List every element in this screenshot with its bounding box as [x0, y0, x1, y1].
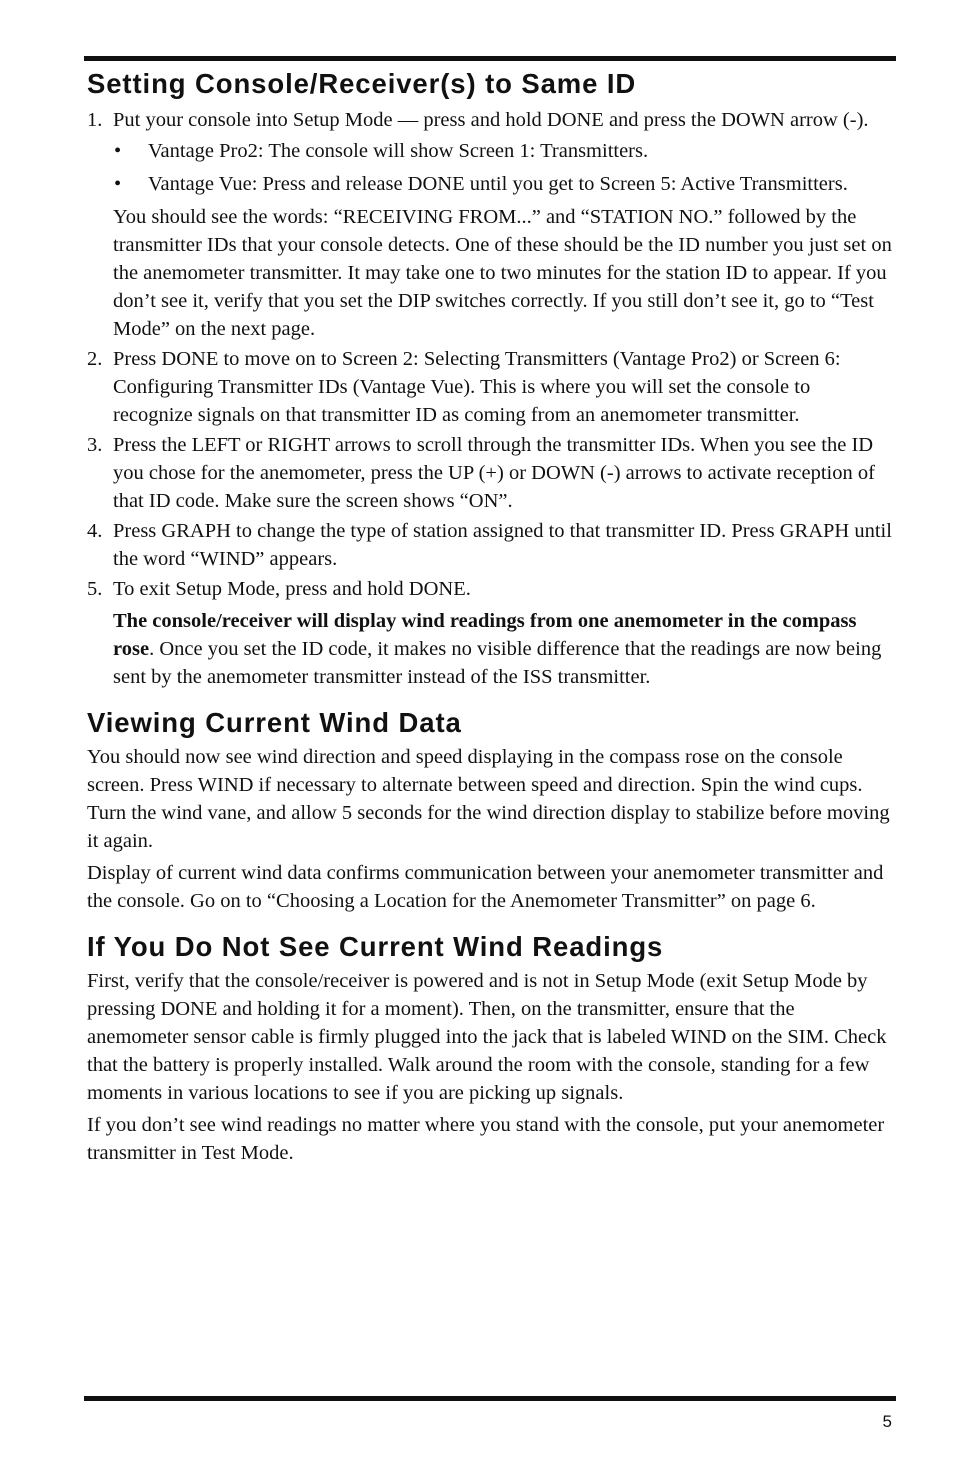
step-text: To exit Setup Mode, press and hold DONE.	[113, 578, 471, 600]
setup-steps-list	[87, 106, 893, 691]
step-2	[87, 345, 893, 429]
step-5	[87, 575, 893, 691]
step-3	[87, 431, 893, 515]
step-1	[87, 106, 893, 343]
step-5-note-bold: The console/receiver will display wind readings from one anemometer in the compass rose	[113, 610, 857, 660]
paragraph: If you don’t see wind readings no matter where you stand with the console, put your anemometer transmitter in Test Mode.	[87, 1114, 885, 1164]
step-number: 3.	[87, 434, 103, 456]
step-4	[87, 517, 893, 573]
step-text: Press DONE to move on to Screen 2: Selecting Transmitters (Vantage Pro2) or Screen 6: Configuring Transmitter IDs (Vantage Vue). This is where you will set the console to recognize signals on that transmitter ID as coming from an anemometer transmitter.	[113, 348, 841, 426]
step-1-note: You should see the words: “RECEIVING FROM...” and “STATION NO.” followed by the transmitter IDs that your console detects. One of these should be the ID number you just set on the anemometer transmitter. It may take one to two minutes for the station ID to appear. If you don’t see it, verify that you set the DIP switches correctly. If you still don’t see it, go to “Test Mode” on the next page.	[113, 206, 892, 340]
section-heading-setting-id: Setting Console/Receiver(s) to Same ID	[87, 68, 637, 99]
footer-rule	[84, 1396, 896, 1401]
bullet-item	[113, 170, 893, 198]
bullet-text: Vantage Pro2: The console will show Screen 1: Transmitters.	[148, 140, 649, 162]
page-number: 5	[882, 1412, 892, 1431]
step-5-note-rest: . Once you set the ID code, it makes no visible difference that the readings are now being sent by the anemometer transmitter instead of the ISS transmitter.	[113, 638, 882, 688]
step-number: 1.	[87, 109, 103, 131]
paragraph: Display of current wind data confirms communication between your anemometer transmitter and the console. Go on to “Choosing a Location for the Anemometer Transmitter” on page 6.	[87, 862, 884, 912]
bullet-icon: •	[114, 173, 122, 195]
step-number: 4.	[87, 520, 103, 542]
step-1-bullets	[113, 137, 893, 198]
paragraph: You should now see wind direction and speed displaying in the compass rose on the console screen. Press WIND if necessary to alternate between speed and direction. Spin the wind cups. Turn the wind vane, and allow 5 seconds for the wind direction display to stabilize before moving it again.	[87, 746, 890, 852]
section-heading-no-wind: If You Do Not See Current Wind Readings	[87, 931, 664, 962]
step-5-note	[113, 607, 893, 691]
step-number: 2.	[87, 348, 103, 370]
step-text: Press the LEFT or RIGHT arrows to scroll through the transmitter IDs. When you see the ID you chose for the anemometer, press the UP (+) or DOWN (-) arrows to activate reception of that ID code. Make sure the screen shows “ON”.	[113, 434, 875, 512]
paragraph: First, verify that the console/receiver is powered and is not in Setup Mode (exit Setup Mode by pressing DONE and holding it for a moment). Then, on the transmitter, ensure that the anemometer sensor cable is firmly plugged into the jack that is labeled WIND on the SIM. Check that the battery is properly installed. Walk around the room with the console, standing for a few moments in various locations to see if you are picking up signals.	[87, 970, 887, 1104]
bullet-item	[113, 137, 893, 165]
bullet-text: Vantage Vue: Press and release DONE until you get to Screen 5: Active Transmitters.	[148, 173, 848, 195]
page-content	[87, 64, 893, 1167]
step-text: Put your console into Setup Mode — press and hold DONE and press the DOWN arrow (-).	[113, 109, 869, 131]
step-text: Press GRAPH to change the type of station assigned to that transmitter ID. Press GRAPH until the word “WIND” appears.	[113, 520, 892, 570]
bullet-icon: •	[114, 140, 122, 162]
section-heading-viewing-wind: Viewing Current Wind Data	[87, 707, 462, 738]
header-rule	[84, 56, 896, 61]
step-number: 5.	[87, 578, 103, 600]
